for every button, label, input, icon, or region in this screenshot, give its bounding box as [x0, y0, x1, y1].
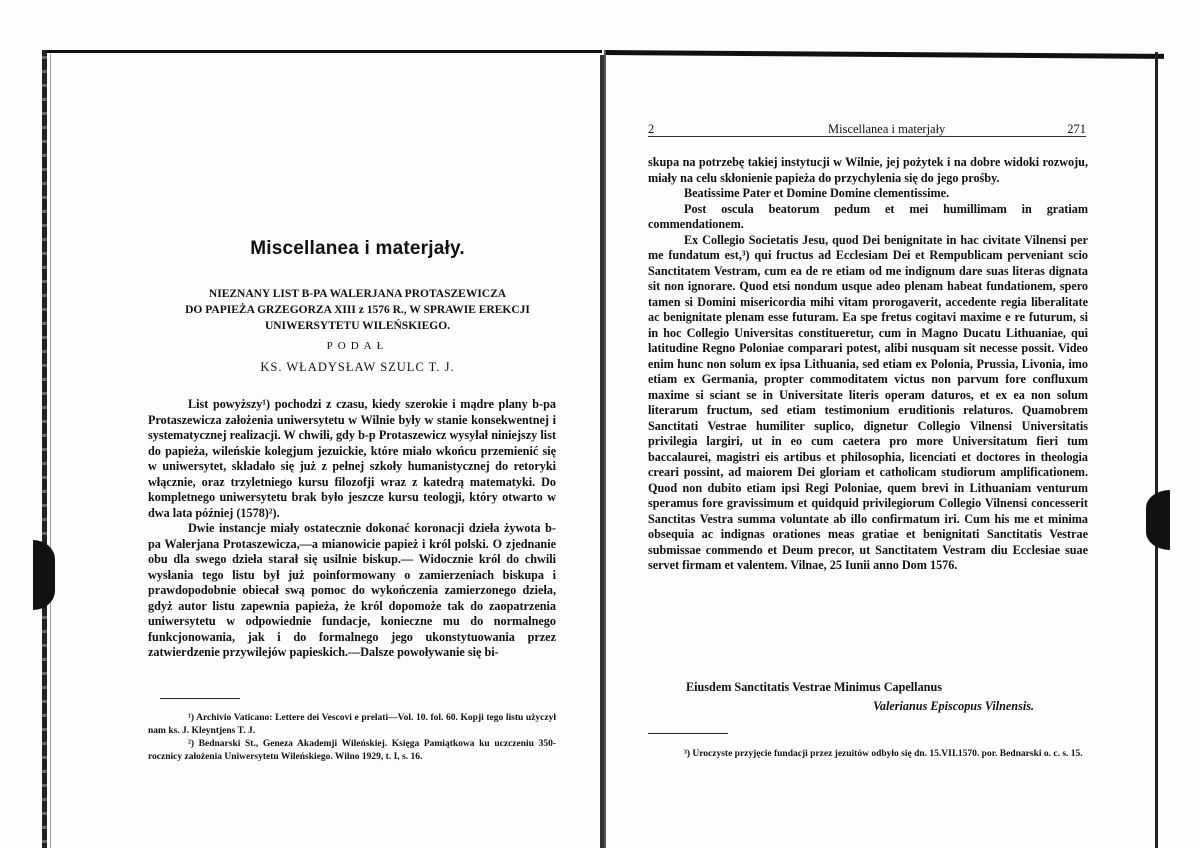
footnote-divider: [648, 733, 728, 734]
footnote: ¹) Archivio Vaticano: Lettere dei Vescovi e prelati—Vol. 10. fol. 60. Kopji tego listu użyczył nam ks. J. Kleyntjens T. J.: [148, 713, 556, 736]
author-name: KS. WŁADYSŁAW SZULC T. J.: [260, 360, 455, 374]
right-page: [604, 0, 1200, 848]
footnote: ²) Bednarski St., Geneza Akademji Wileńskiej. Księga Pamiątkowa ku uczczeniu 350-rocznicy założenia Uniwersytetu Wileńskiego. Wilno 1929, t. I, s. 16.: [148, 739, 556, 762]
left-body-text: [148, 397, 556, 661]
byline-label: PODAŁ: [326, 340, 389, 352]
paragraph: Dwie instancje miały ostatecznie dokonać koronacji dzieła żywota b-pa Walerjana Protaszewicza,—a mianowicie papież i król polski. O zjednanie obu dla swego dzieła starał się usilnie biskup.— Widocznie król do chwili wysłania tego listu był już poinformowany o zamierzeniach biskupa i prawdopodobnie obiecał swą pomoc do wykończenia zamierzonego dzieła, gdyż autor listu zapewnia papieża, że król dopomoże tak do zaopatrzenia uniwersytetu w odpowiednie fundacje, konieczne mu do normalnego funkcjonowania, jak i do formalnego jego ukonstytuowania przez zatwierdzenie przywilejów papieskich.—Dalsze powoływanie się bi-: [148, 521, 556, 659]
footnote: ³) Uroczyste przyjęcie fundacji przez jezuitów odbyło się dn. 15.VII.1570. por. Bednarski o. c. s. 15.: [684, 749, 1083, 759]
article-subtitle: [150, 286, 565, 334]
paragraph: Post oscula beatorum pedum et mei humillimam in gratiam commendationem.: [648, 201, 1088, 231]
scan-edge-line: [50, 54, 51, 848]
binder-clip-left: [33, 540, 55, 610]
paragraph: Ex Collegio Societatis Jesu, quod Dei benignitate in hac civitate Vilnensi per me fundatum est,³) qui fructus ad Ecclesiam Dei et Rempublicam perveniant scio Sanctitatem Vestram, cum ea de re etiam od me indignum dare suas literas dignata sit non ignorare. Quod etsi nondum usque adeo plenam habeat fundationem, spero tamen si Domini misericordia mihi vitam prorogaverit, accedente regia liberalitate ac benignitate plenam esse futuram. Ea spe fretus cogitavi maxime e re futurum, si in hoc Collegio Universitas constitueretur, cum in Magno Ducatu Lithuaniae, qui latitudine Regno Poloniae comparari potest, alibi nusquam sit necesse possit. Video enim hunc non solum ex ipsa Lithuania, sed etiam ex Polonia, Prussia, Livonia, imo etiam ex Germania, propter commoditatem victus non parvum fore confluxum maxime si sciant se in Universitate literis operam daturos, et ex ea non solum literarum fructum, sed etiam testimonium eruditionis relaturos. Quamobrem Sanctitati Vestrae humiliter suplico, dignetur Collegio Vilnensi Universitatis privilegia largiri, ut in eo cum caetera pro more Universitatum fieri tum baccalaurei, magistri eis artibus et philosophia, licenciati et doctores in theologia creari possint, ad maiorem Dei gloriam et catholicam studiorum amplificationem. Quod non dubito etiam ipsi Regi Poloniae, quem brevi in Lithuaniam venturum speramus fore gravissimum et quidquid privilegiorum Collegio Vilnensi concesserit Sanctitas Vestra summa voluntate ab illo confirmatum iri. Cum his me et minima obsequia ac indignas orationes meas gratiae et benignitati Sanctitatis Vestrae submissae commendo et Deum precor, ut Sanctitatem Vestram diu Ecclesiae suae servet firmam et valentem. Vilnae, 25 Iunii anno Dom 1576.: [648, 232, 1088, 572]
running-header: [648, 122, 1086, 136]
subtitle-line: DO PAPIEŻA GRZEGORZA XIII z 1576 R., W SPRAWIE EREKCJI: [185, 304, 530, 316]
paragraph: skupa na potrzebę takiej instytucji w Wilnie, jej pożytek i na dobre widoki rozwoju, miały na celu skłonienie papieża do przychylenia się do jego prośby.: [648, 155, 1088, 185]
scan-edge-right: [1155, 52, 1158, 848]
subtitle-line: NIEZNANY LIST B-PA WALERJANA PROTASZEWICZA: [208, 288, 507, 300]
closing-line: Eiusdem Sanctitatis Vestrae Minimus Capellanus: [686, 680, 942, 694]
binder-clip-right: [1146, 490, 1170, 550]
footnote-divider: [160, 698, 240, 699]
subtitle-line: UNIWERSYTETU WILEŃSKIEGO.: [264, 320, 451, 332]
page-number: 271: [1067, 122, 1086, 136]
paragraph: List powyższy¹) pochodzi z czasu, kiedy szerokie i mądre plany b-pa Protaszewicza założenia uniwersytetu w Wilnie były w stanie konsekwentnej i systematycznej realizacji. W chwili, gdy b-p Protaszewicz wysyłał niniejszy list do papieża, wileńskie kolegjum jezuickie, które miało wkońcu przemienić się w uniwersytet, składało się już z pełnej szkoły humanistycznej do retoryki włącznie, oraz trzyletniego kursu filozofji wraz z katedrą matematyki. Do kompletnego uniwersytetu brak było jeszcze kursu teologji, który otwarto w dwa lata później (1578)²).: [148, 397, 556, 520]
book-spine: [604, 50, 606, 848]
scan-edge-top: [604, 50, 1164, 59]
scan-edge-top: [42, 50, 602, 53]
running-title: Miscellanea i materjały: [828, 122, 946, 136]
signature: Valerianus Episcopus Vilnensis.: [873, 699, 1034, 713]
right-footnotes: [648, 748, 1088, 761]
left-footnotes: [148, 712, 556, 764]
salutation: Beatissime Pater et Domine Domine clementissime.: [684, 186, 950, 200]
right-body-text: [648, 155, 1088, 574]
scan-edge-left: [42, 50, 47, 848]
section-title: Miscellanea i materjały.: [250, 238, 465, 259]
page-marker: 2: [648, 122, 655, 136]
header-rule: [648, 136, 1086, 137]
